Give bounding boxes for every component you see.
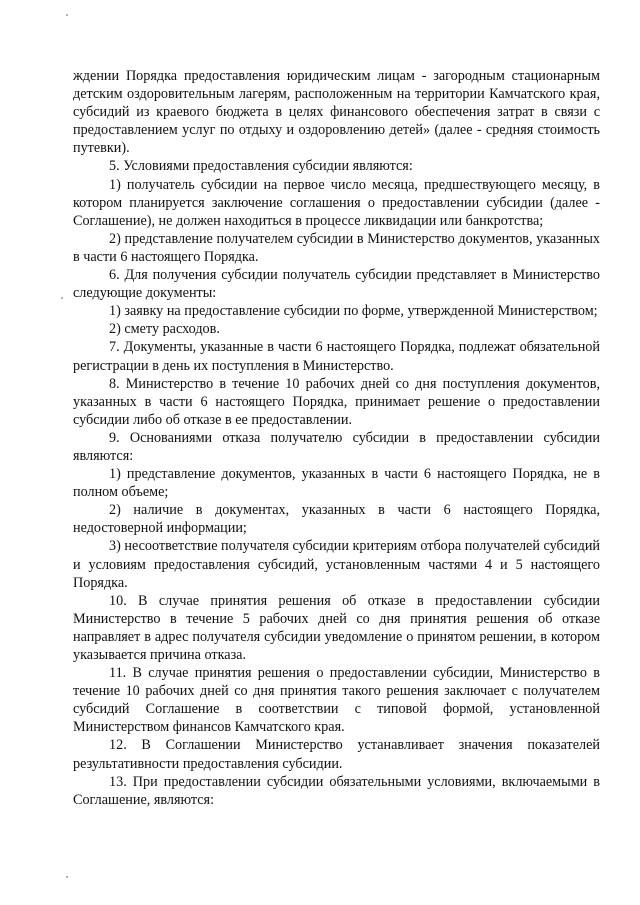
- paragraph-clause-9-item-3: 3) несоответствие получателя субсидии критериям отбора получателей субсидий и условиям предоставления субсидий, установленным частями 4 и 5 настоящего Порядка.: [73, 538, 600, 591]
- paragraph-clause-9-item-2: 2) наличие в документах, указанных в части 6 настоящего Порядка, недостоверной информации;: [73, 502, 600, 537]
- paragraph-clause-9: 9. Основаниями отказа получателю субсидии в предоставлении субсидии являются:: [73, 429, 600, 464]
- paragraph-clause-10: 10. В случае принятия решения об отказе в предоставлении субсидии Министерство в течение 5 рабочих дней со дня принятия решения об отказе направляет в адрес получателя субсидии уведомление о принятом решении, в котором указывается причина отказа.: [73, 592, 600, 663]
- paragraph-clause-5: 5. Условиями предоставления субсидии являются:: [109, 158, 413, 175]
- paragraph-clause-5-item-1: 1) получатель субсидии на первое число месяца, предшествующего месяцу, в котором планируется заключение соглашения о предоставлении субсидии (далее - Соглашение), не должен находиться в процессе ликвидации или банкротства;: [73, 176, 600, 229]
- paragraph-clause-6: 6. Для получения субсидии получатель субсидии представляет в Министерство следующие документы:: [73, 267, 600, 302]
- document-body: [73, 67, 600, 809]
- scan-speck: [66, 14, 68, 16]
- paragraph-clause-6-item-2: 2) смету расходов.: [109, 321, 220, 338]
- paragraph-clause-6-item-1: 1) заявку на предоставление субсидии по форме, утвержденной Министерством;: [109, 303, 598, 320]
- paragraph-clause-11: 11. В случае принятия решения о предоставлении субсидии, Министерство в течение 10 рабочих дней со дня принятия такого решения заключает с получателем субсидий Соглашение в соответствии с типовой формой, установленной Министерством финансов Камчатского края.: [73, 665, 600, 736]
- paragraph-continuation: ждении Порядка предоставления юридическим лицам - загородным стационарным детским оздоровительным лагерям, расположенным на территории Камчатского края, субсидий из краевого бюджета в целях финансового обеспечения затрат в связи с предоставлением услуг по отдыху и оздоровлению детей» (далее - средняя стоимость путевки).: [73, 68, 600, 157]
- paragraph-clause-13: 13. При предоставлении субсидии обязательными условиями, включаемыми в Соглашение, являются:: [73, 773, 600, 808]
- paragraph-clause-12: 12. В Соглашении Министерство устанавливает значения показателей результативности предоставления субсидии.: [73, 737, 600, 772]
- paragraph-clause-7: 7. Документы, указанные в части 6 настоящего Порядка, подлежат обязательной регистрации в день их поступления в Министерство.: [73, 339, 600, 374]
- paragraph-clause-8: 8. Министерство в течение 10 рабочих дней со дня поступления документов, указанных в части 6 настоящего Порядка, принимает решение о предоставлении субсидии либо об отказе в ее предоставлении.: [73, 375, 600, 428]
- scan-speck: [66, 876, 68, 878]
- scan-speck: [61, 297, 63, 299]
- paragraph-clause-9-item-1: 1) представление документов, указанных в части 6 настоящего Порядка, не в полном объеме;: [73, 466, 600, 501]
- paragraph-clause-5-item-2: 2) представление получателем субсидии в Министерство документов, указанных в части 6 настоящего Порядка.: [73, 230, 600, 265]
